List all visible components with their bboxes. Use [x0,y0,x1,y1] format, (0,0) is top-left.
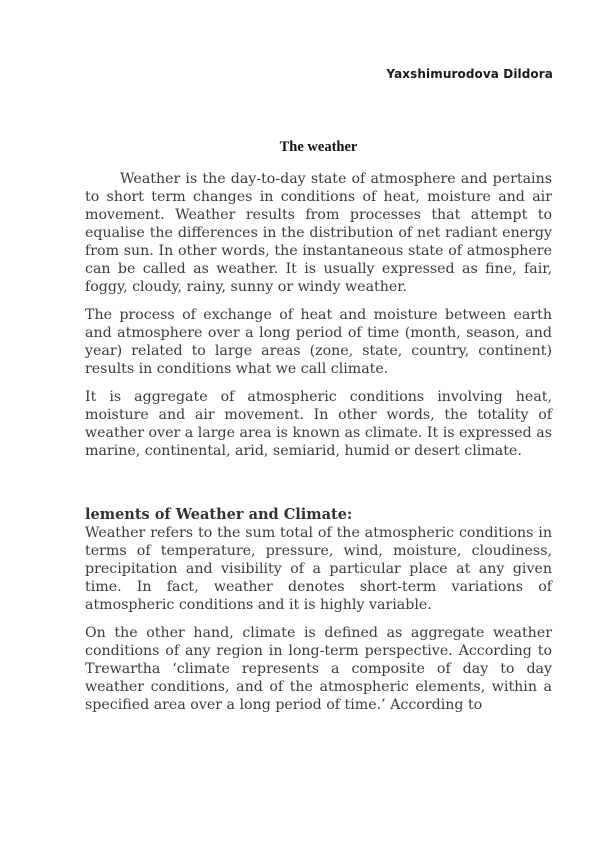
document-body [85,138,552,724]
document-title: The weather [279,139,358,155]
section-heading: lements of Weather and Climate: [85,506,353,523]
paragraph-climate-aggregate: It is aggregate of atmospheric conditions involving heat, moisture and air movement. In other words, the totality of weather over a large area is known as climate. It is expressed as marine, continental, arid, semiarid, humid or desert climate. [85,389,552,459]
paragraph-weather-elements: Weather refers to the sum total of the atmospheric conditions in terms of temperature, pressure, wind, moisture, cloudiness, precipitation and visibility of a particular place at any given time. In fact, weather denotes short-term variations of atmospheric conditions and it is highly variable. [85,525,552,613]
paragraph-climate-exchange: The process of exchange of heat and moisture between earth and atmosphere over a long period of time (month, season, and year) related to large areas (zone, state, country, continent) results in conditions what we call climate. [85,307,552,377]
section-spacer [85,470,552,506]
paragraph-climate-definition: On the other hand, climate is defined as aggregate weather conditions of any region in long-term perspective. According to Trewartha ‘climate represents a composite of day to day weather conditions, and of the atmospheric elements, within a specified area over a long period of time.’ According to [85,625,552,713]
paragraph-weather-definition: Weather is the day-to-day state of atmosphere and pertains to short term changes in conditions of heat, moisture and air movement. Weather results from processes that attempt to equalise the differences in the distribution of net radiant energy from sun. In other words, the instantaneous state of atmosphere can be called as weather. It is usually expressed as fine, fair, foggy, cloudy, rainy, sunny or windy weather. [85,171,552,295]
author-name: Yaxshimurodova Dildora [386,67,553,81]
